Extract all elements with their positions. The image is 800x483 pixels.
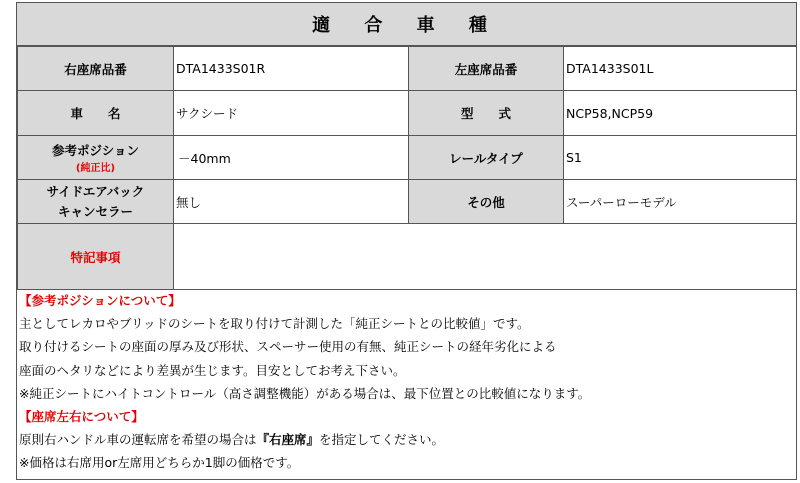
table-row bbox=[18, 91, 797, 136]
note-line: ※純正シートにハイトコントロール（高さ調整機能）がある場合は、最下位置との比較値になります。 bbox=[19, 385, 591, 401]
table-row bbox=[18, 224, 797, 290]
notes-heading-seat-side: 【座席左右について】 bbox=[19, 408, 144, 424]
airbag-canceller-label bbox=[18, 180, 174, 224]
note-line: 取り付けるシートの座面の厚み及び形状、スペーサー使用の有無、純正シートの経年劣化による bbox=[19, 339, 557, 355]
table-row bbox=[18, 136, 797, 180]
note-text: を指定してください。 bbox=[319, 432, 445, 448]
reference-position-label bbox=[18, 136, 174, 180]
notes-section bbox=[17, 289, 796, 475]
reference-position-subtitle: (純正比) bbox=[75, 163, 116, 174]
table-row bbox=[18, 180, 797, 224]
airbag-canceller-value: 無し bbox=[174, 180, 409, 224]
special-notes-value bbox=[174, 224, 797, 290]
note-line-seat-instruction bbox=[17, 428, 796, 451]
reference-position-title: 参考ポジション bbox=[52, 143, 139, 158]
airbag-canceller-line1: サイドエアバック bbox=[46, 183, 145, 199]
note-emphasis: 『右座席』 bbox=[256, 432, 320, 448]
other-label: その他 bbox=[409, 180, 564, 224]
vehicle-name-label: 車 名 bbox=[18, 91, 174, 136]
reference-position-value: －40mm bbox=[174, 136, 409, 180]
right-seat-part-label: 右座席品番 bbox=[18, 47, 174, 91]
note-line: 主としてレカロやブリッドのシートを取り付けて計測した「純正シートとの比較値」です。 bbox=[19, 316, 530, 332]
special-notes-label: 特記事項 bbox=[18, 224, 174, 290]
airbag-canceller-line2: キャンセラー bbox=[57, 203, 133, 219]
model-code-value: NCP58,NCP59 bbox=[564, 91, 797, 136]
table-row bbox=[18, 47, 797, 91]
left-seat-part-label: 左座席品番 bbox=[409, 47, 564, 91]
note-text: 原則右ハンドル車の運転席を希望の場合は bbox=[19, 432, 257, 448]
compatibility-sheet bbox=[16, 2, 797, 480]
left-seat-part-value: DTA1433S01L bbox=[564, 47, 797, 91]
notes-heading-position: 【参考ポジションについて】 bbox=[19, 293, 181, 308]
note-line: 座面のヘタリなどにより差異が生じます。目安としてお考え下さい。 bbox=[19, 362, 406, 378]
other-value: スーパーローモデル bbox=[564, 180, 797, 224]
model-code-label: 型 式 bbox=[409, 91, 564, 136]
sheet-title: 適 合 車 種 bbox=[17, 3, 796, 46]
rail-type-value: S1 bbox=[564, 136, 797, 180]
vehicle-name-value: サクシード bbox=[174, 91, 409, 136]
note-line: ※価格は右席用or左席用どちらか1脚の価格です。 bbox=[19, 455, 300, 471]
right-seat-part-value: DTA1433S01R bbox=[174, 47, 409, 91]
spec-table bbox=[17, 46, 797, 290]
rail-type-label: レールタイプ bbox=[409, 136, 564, 180]
